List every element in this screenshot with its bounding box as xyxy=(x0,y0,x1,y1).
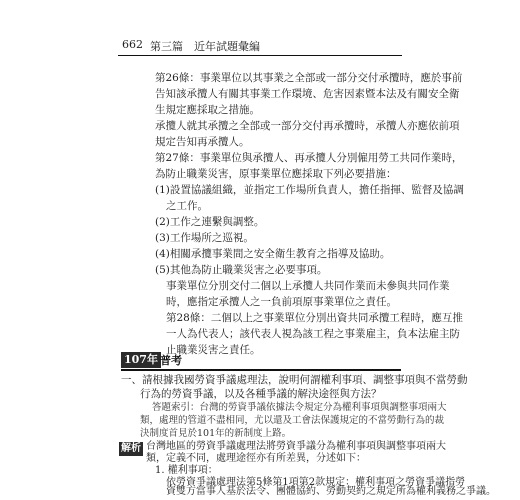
body-line: 事業單位分別交付二個以上承攬人共同作業而未參與共同作業 xyxy=(166,280,450,292)
body-line: 第26條：事業單位以其事業之全部或一部分交付承攬時，應於事前 xyxy=(155,72,463,84)
header-rule xyxy=(118,55,402,56)
analysis-line: 1. 權利事項： xyxy=(155,465,218,476)
body-line: (5)其他為防止職業災害之必要事項。 xyxy=(155,264,328,276)
section-title: 第三篇 近年試題彙編 xyxy=(150,40,260,53)
body-line: (3)工作場所之巡視。 xyxy=(155,232,254,244)
question-line: 一、請根據我國勞資爭議處理法，說明何謂權利事項、調整事項與不當勞動 xyxy=(121,374,468,386)
body-line: 承攬人就其承攬之全部或一部分交付再承攬時，承攬人亦應依前項 xyxy=(155,120,460,132)
body-line: 時，應指定承攬人之一負前項原事業單位之責任。 xyxy=(166,296,397,308)
body-line: (1)設置協議組織，並指定工作場所負責人，擔任指揮、監督及協調 xyxy=(155,184,464,196)
body-line: 一人為代表人；該代表人視為該工程之事業雇主，負本法雇主防 xyxy=(166,328,460,340)
analysis-line: 類，定義不同，處理途徑亦有所差異，分述如下： xyxy=(146,453,366,464)
exam-rule xyxy=(121,369,401,371)
question-line: 行為的勞資爭議，以及各種爭議的解決途徑與方法？ xyxy=(140,388,382,400)
body-line: 止職業災害之責任。 xyxy=(166,344,261,356)
page-number: 662 xyxy=(122,38,143,51)
analysis-line: 資雙方當事人基於法令、團體協約、勞動契約之規定所為權利義務之爭議。 xyxy=(166,486,496,497)
exam-year-badge: 107年 xyxy=(121,352,161,368)
body-line: (4)相關承攬事業間之安全衛生教育之指導及協助。 xyxy=(155,248,391,260)
body-line: 第28條：二個以上之事業單位分別出資共同承攬工程時，應互推 xyxy=(166,312,463,324)
analysis-label: 解析 xyxy=(121,443,141,454)
body-line: 第27條：事業單位與承攬人、再承攬人分別僱用勞工共同作業時， xyxy=(155,152,463,164)
body-line: 生規定應採取之措施。 xyxy=(155,104,260,116)
answer-index-line: 決制度首見於101年的新制度上路。 xyxy=(140,428,292,439)
exam-category: 普考 xyxy=(160,354,182,367)
body-line: 之工作。 xyxy=(166,200,208,212)
body-line: 規定告知再承攬人。 xyxy=(155,136,250,148)
answer-index-line: 答題索引：台灣的勞資爭議依據法令規定分為權利事項與調整事項兩大 xyxy=(152,402,447,413)
body-line: 告知該承攬人有關其事業工作環境、危害因素暨本法及有關安全衛 xyxy=(155,88,460,100)
body-line: 為防止職業災害，原事業單位應採取下列必要措施： xyxy=(155,168,397,180)
analysis-line: 台灣地區的勞資爭議處理法將勞資爭議分為權利事項與調整事項兩大 xyxy=(146,441,446,452)
analysis-line: 依勞資爭議處理法第5條第1項第2款規定：權利事項之勞資爭議指勞 xyxy=(166,477,466,488)
answer-index-line: 類，處理的管道不盡相同，尤以還及工會法保護規定的不當勞動行為的裁 xyxy=(140,415,445,426)
body-line: (2)工作之連繫與調整。 xyxy=(155,216,265,228)
